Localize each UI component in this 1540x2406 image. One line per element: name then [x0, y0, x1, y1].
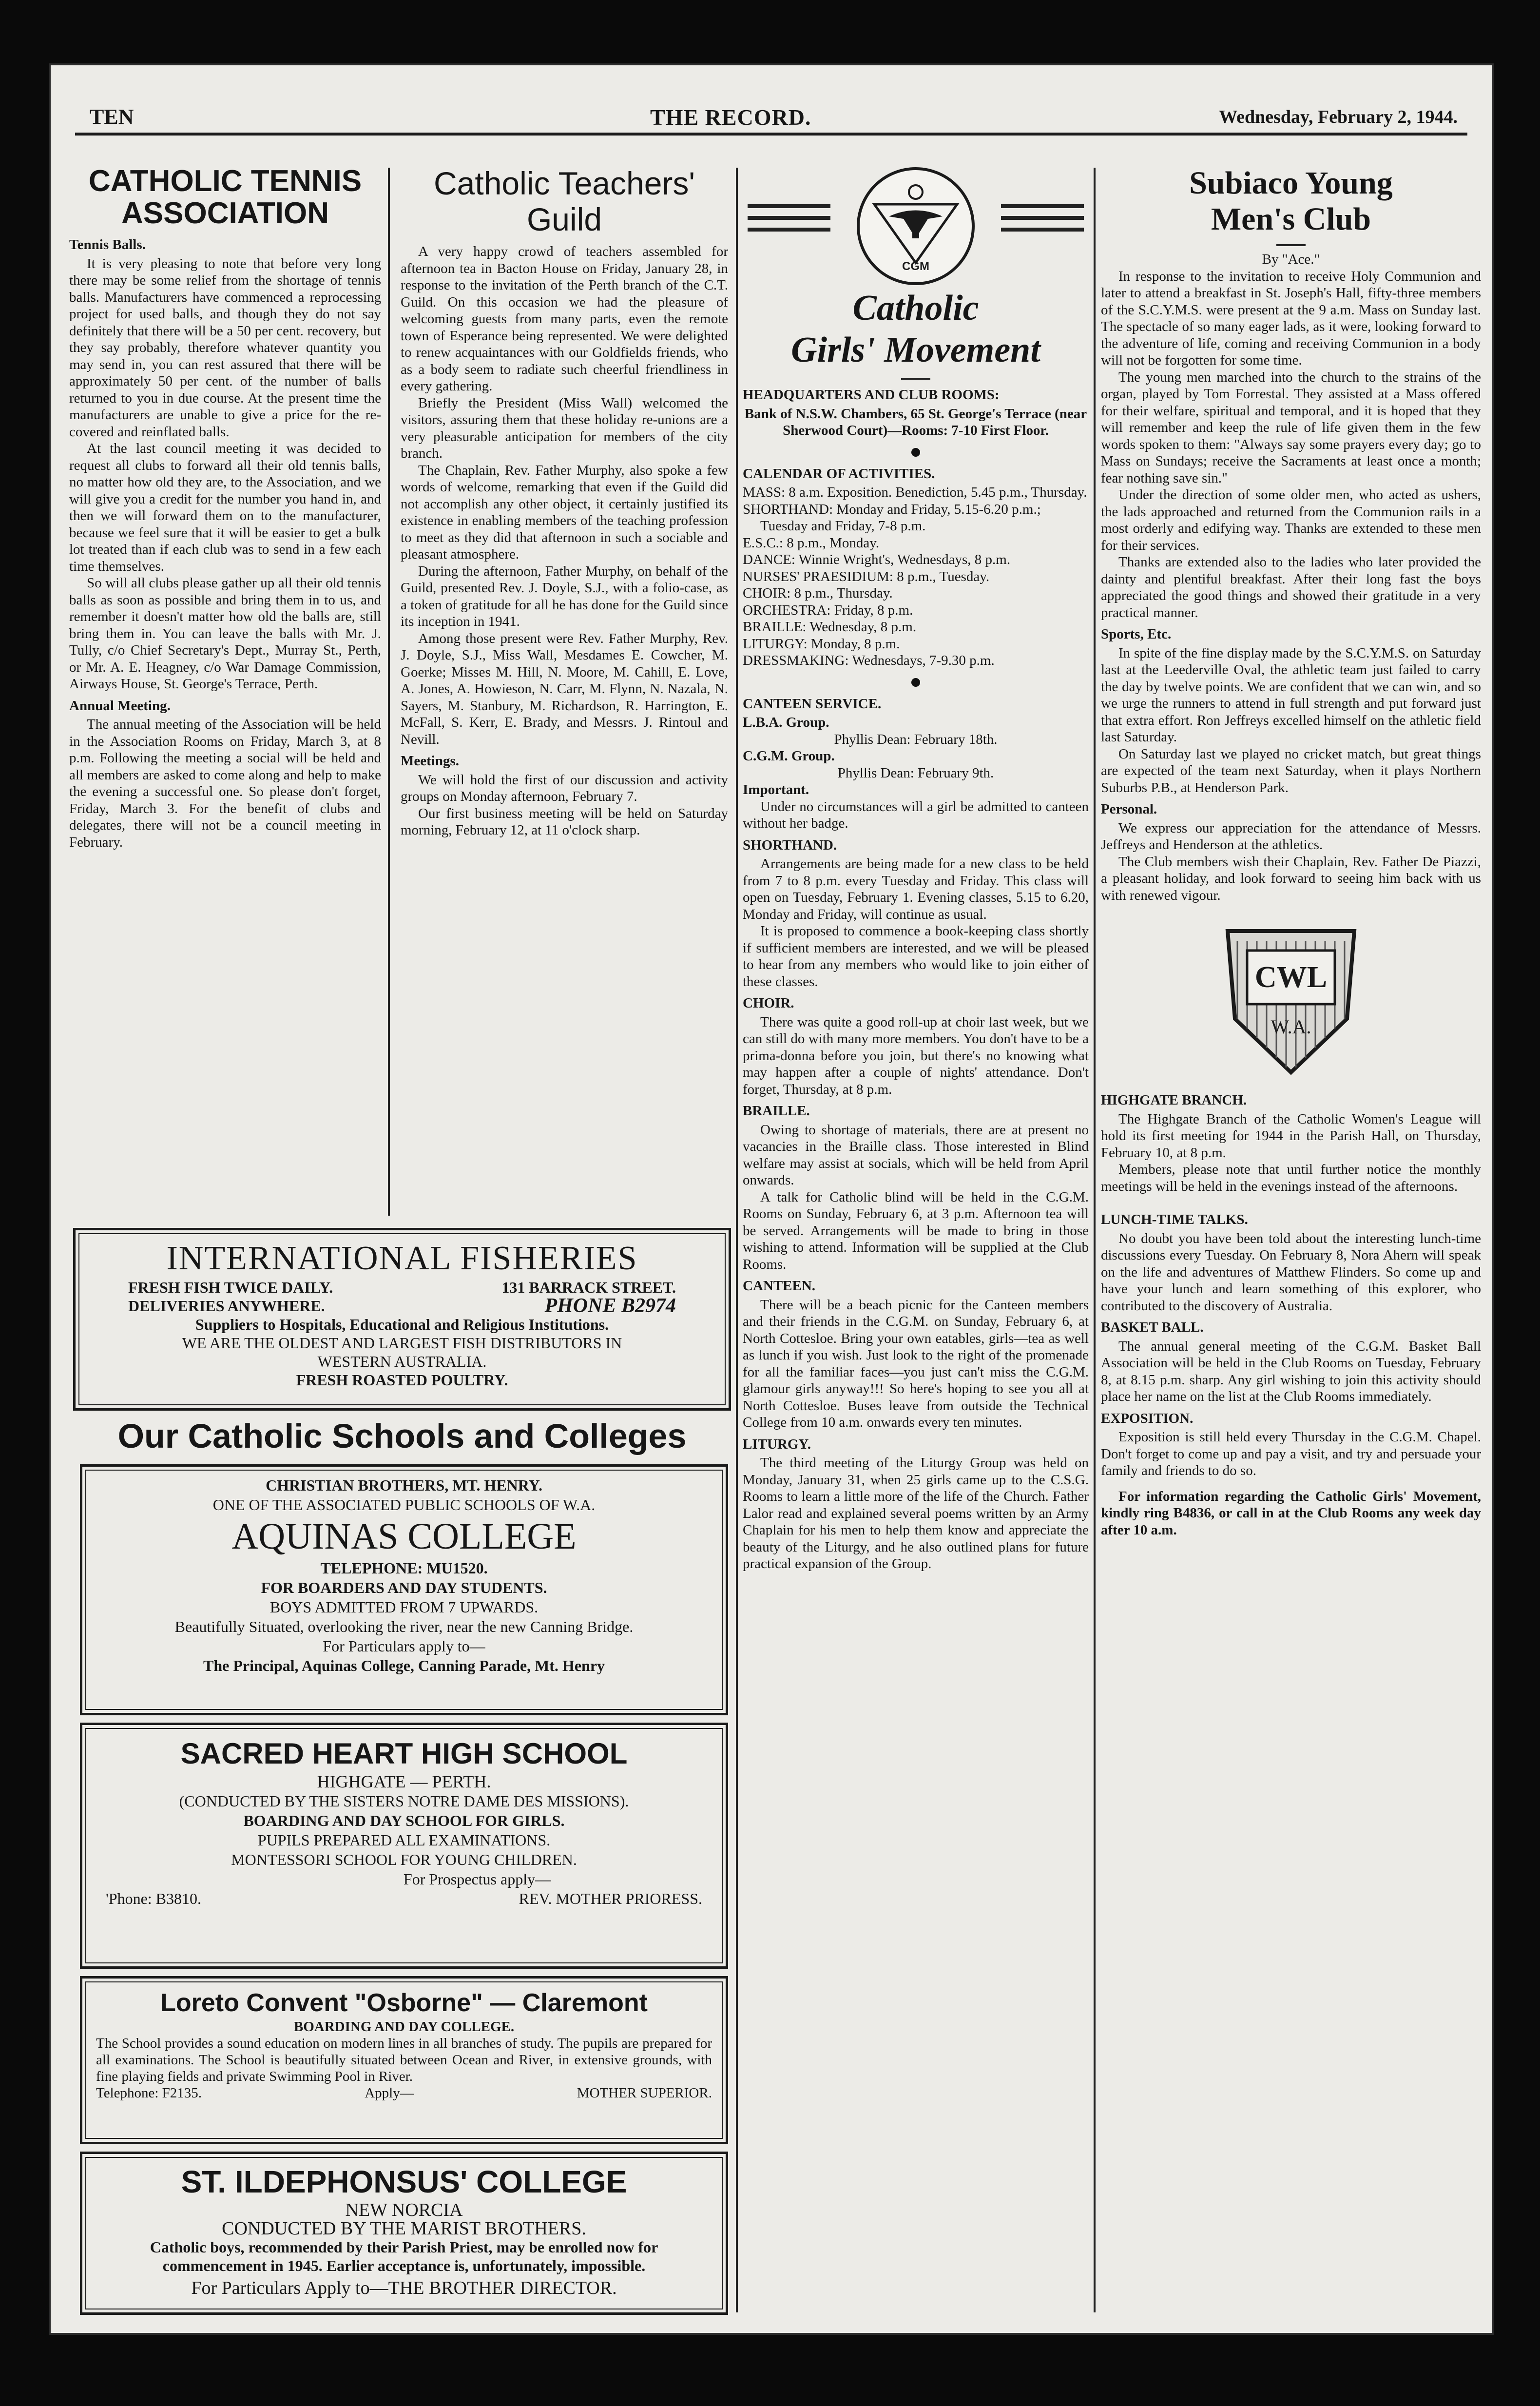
tennis-title-line: CATHOLIC TENNIS — [88, 165, 362, 198]
cgm-subhead: CANTEEN SERVICE. — [743, 696, 882, 712]
fisheries-line: Suppliers to Hospitals, Educational and Religious Institutions. — [195, 1316, 609, 1333]
loreto-contact: MOTHER SUPERIOR. — [577, 2085, 712, 2101]
teachers-title — [401, 165, 728, 237]
cwl-badge-text: W.A. — [1270, 1016, 1311, 1038]
cgm-calendar — [743, 484, 1089, 669]
fisheries-line: DELIVERIES ANYWHERE. — [128, 1297, 325, 1315]
teachers-paragraph: A very happy crowd of teachers assembled for afternoon tea in Bacton House on Friday, January 28, in response to the invitation of the Perth branch of the C.T. Guild. On this occasion we had the pleasure of welcoming guests from many parts, even the remote town of Esperance being represented. We were delighted to renew acquaintances with our Goldfields friends, who as a body seem to radiate such cheerful friendliness in every gathering. — [401, 244, 728, 394]
loreto-phone: Telephone: F2135. — [96, 2085, 202, 2101]
calendar-item: ORCHESTRA: Friday, 8 p.m. — [743, 602, 913, 618]
column-divider — [388, 168, 390, 1216]
subiaco-title-line: Subiaco Young — [1189, 165, 1393, 201]
ildephonsus-line: CONDUCTED BY THE MARIST BROTHERS. — [222, 2218, 586, 2239]
cgm-title-line: Girls' Movement — [791, 330, 1040, 370]
tennis-title — [69, 165, 381, 230]
cgm-title-line: Catholic — [852, 288, 979, 328]
bullet-icon — [911, 678, 920, 687]
fisheries-line: WESTERN AUSTRALIA. — [317, 1353, 487, 1370]
fisheries-phone: PHONE B2974 — [544, 1295, 676, 1317]
divider — [1276, 244, 1306, 246]
subiaco-paragraph: We express our appreciation for the attendance of Messrs. Jeffreys and Henderson at the athletics. — [1101, 820, 1481, 853]
cwl-paragraph: No doubt you have been told about the interesting lunch-time discussions every Tuesday. On February 8, Nora Ahern will speak on the life and adventures of Matthew Flinders. So come up and have your lunch and learn something of this explorer, who contributed to the discovery of Australia. — [1101, 1230, 1481, 1314]
subiaco-subhead: Sports, Etc. — [1101, 626, 1172, 642]
cgm-hq-title: HEADQUARTERS AND CLUB ROOMS: — [743, 387, 1000, 403]
cgm-logo-banner — [743, 165, 1089, 277]
cwl-info: For information regarding the Catholic Girls' Movement, kindly ring B4836, or call in at the Club Rooms any week day after 10 a.m. — [1101, 1488, 1481, 1538]
subiaco-column — [1101, 165, 1481, 2320]
aquinas-ad — [80, 1464, 728, 1715]
sacred-heart-phone: 'Phone: B3810. — [106, 1890, 201, 1907]
teachers-paragraph: Our first business meeting will be held on Saturday morning, February 12, at 11 o'clock sharp. — [401, 805, 728, 838]
subiaco-paragraph: In spite of the fine display made by the S.C.Y.M.S. on Saturday last at the Leederville Oval, the athletic team just failed to carry the day by twelve points. We are confident that we can win, and so we urge the runners to attend in full strength and put forward just that extra effort. Ron Jeffreys excelled himself on the athletic field last Saturday. — [1101, 645, 1481, 745]
aquinas-name: AQUINAS COLLEGE — [231, 1516, 577, 1557]
cgm-subhead: LITURGY. — [743, 1436, 811, 1452]
cgm-text: A talk for Catholic blind will be held in the C.G.M. Rooms on Sunday, February 6, at 3 p.m. Afternoon tea will be served. Arrangements will be made to bring in those wishing to attend. Information will be supplied at the Club Rooms. — [743, 1189, 1089, 1272]
aquinas-line: TELEPHONE: MU1520. — [320, 1559, 488, 1577]
teachers-paragraph: We will hold the first of our discussion and activity groups on Monday afternoon, February 7. — [401, 772, 728, 804]
sacred-heart-line: (CONDUCTED BY THE SISTERS NOTRE DAME DES MISSIONS). — [179, 1792, 629, 1810]
cgm-subhead: SHORTHAND. — [743, 837, 837, 853]
sacred-heart-line: HIGHGATE — PERTH. — [317, 1772, 491, 1791]
ildephonsus-line: NEW NORCIA — [345, 2200, 463, 2220]
calendar-item: NURSES' PRAESIDIUM: 8 p.m., Tuesday. — [743, 568, 990, 584]
cgm-title — [743, 287, 1089, 371]
calendar-item: CHOIR: 8 p.m., Thursday. — [743, 585, 893, 601]
tennis-title-line: ASSOCIATION — [121, 196, 329, 230]
loreto-line: BOARDING AND DAY COLLEGE. — [293, 2019, 515, 2035]
calendar-item: BRAILLE: Wednesday, 8 p.m. — [743, 619, 917, 635]
cgm-subhead: C.G.M. Group. — [743, 748, 835, 764]
sacred-heart-line: For Prospectus apply— — [403, 1870, 551, 1888]
cgm-subhead: CHOIR. — [743, 995, 794, 1011]
loreto-apply: Apply— — [365, 2085, 414, 2101]
calendar-item: DRESSMAKING: Wednesdays, 7-9.30 p.m. — [743, 653, 995, 668]
subiaco-paragraph: The Club members wish their Chaplain, Rev. Father De Piazzi, a pleasant holiday, and look forward to seeing him back with us with renewed vigour. — [1101, 854, 1481, 903]
tennis-paragraph: The annual meeting of the Association will be held in the Association Rooms on Friday, March 3, at 8 p.m. Following the meeting a social will be held and all members are asked to come along and help to make the evening a successful one. So please don't forget, Friday, March 3. For the benefit of clubs and delegates, there will not be a council meeting in February. — [69, 717, 381, 850]
aquinas-line: Beautifully Situated, overlooking the river, near the new Canning Bridge. — [174, 1618, 634, 1635]
newspaper-page — [49, 63, 1494, 2335]
ildephonsus-line: For Particulars Apply to—THE BROTHER DIRECTOR. — [191, 2278, 617, 2298]
ildephonsus-name: ST. ILDEPHONSUS' COLLEGE — [181, 2164, 627, 2199]
teachers-paragraph: Briefly the President (Miss Wall) welcomed the visitors, assuring them that these holiday re-unions are a very pleasurable anticipation for members of the city branch. — [401, 395, 728, 461]
ildephonsus-ad — [80, 2152, 728, 2315]
cwl-badge-icon — [1213, 921, 1369, 1082]
calendar-item: SHORTHAND: Monday and Friday, 5.15-6.20 p.m.; Tuesday and Friday, 7-8 p.m. — [743, 501, 1041, 534]
loreto-name: Loreto Convent "Osborne" — Claremont — [160, 1989, 648, 2017]
cwl-paragraph: The Highgate Branch of the Catholic Women's League will hold its first meeting for 1944 in the Parish Hall, on Thursday, February 10, at 8 p.m. — [1101, 1111, 1481, 1161]
aquinas-line: For Particulars apply to— — [323, 1637, 485, 1655]
paper-title: THE RECORD. — [650, 105, 811, 130]
aquinas-line: FOR BOARDERS AND DAY STUDENTS. — [261, 1579, 547, 1596]
cgm-column — [743, 165, 1089, 2320]
sacred-heart-line: PUPILS PREPARED ALL EXAMINATIONS. — [257, 1831, 551, 1849]
subiaco-paragraph: Under the direction of some older men, who acted as ushers, the lads approached and returned from the Communion rails in a most orderly and edifying way. Thanks are extended to these men for their services. — [1101, 487, 1481, 553]
aquinas-line: ONE OF THE ASSOCIATED PUBLIC SCHOOLS OF W.A. — [212, 1496, 596, 1513]
calendar-item: E.S.C.: 8 p.m., Monday. — [743, 535, 880, 551]
column-divider — [736, 168, 738, 2312]
tennis-paragraph: So will all clubs please gather up all their old tennis balls as soon as possible and bring them in to us, and remember it doesn't matter how old the balls are, still bring them in. You can leave the balls with Mr. J. Tully, c/o Chief Secretary's Dept., Murray St., Perth, or Mr. A. E. Heagney, c/o War Damage Commission, Airways House, St. George's Terrace, Perth. — [69, 575, 381, 692]
sacred-heart-ad — [80, 1723, 728, 1969]
cgm-calendar-title: CALENDAR OF ACTIVITIES. — [743, 466, 935, 482]
fisheries-ad — [73, 1228, 731, 1411]
cgm-text: There was quite a good roll-up at choir last week, but we can still do with many more members. You don't have to be a prima-donna before you join, but there's no knowing what may happen after a couple of nights' attendance. Don't forget, Thursday, at 8 p.m. — [743, 1014, 1089, 1097]
schools-banner: Our Catholic Schools and Colleges — [117, 1417, 687, 1455]
tennis-article — [69, 165, 381, 1218]
page-header — [51, 104, 1492, 143]
bullet-icon — [911, 448, 920, 457]
aquinas-line: BOYS ADMITTED FROM 7 UPWARDS. — [270, 1598, 539, 1616]
fisheries-line: WE ARE THE OLDEST AND LARGEST FISH DISTRIBUTORS IN — [182, 1334, 622, 1352]
calendar-item: LITURGY: Monday, 8 p.m. — [743, 636, 900, 652]
cgm-subhead: CANTEEN. — [743, 1278, 816, 1294]
subiaco-paragraph: Thanks are extended also to the ladies who later provided the dainty and plentiful breakfast. After their long fast the boys appreciated the good things and showed their gratitude in a very practical manner. — [1101, 554, 1481, 621]
fisheries-address: 131 BARRACK STREET. — [501, 1279, 676, 1296]
loreto-description: The School provides a sound education on modern lines in all branches of study. The pupils are prepared for all examinations. The School is beautifully situated between Ocean and River, in extensive grounds, with fine playing fields and private Swimming Pool in River. — [96, 2036, 712, 2084]
cgm-text: The third meeting of the Liturgy Group was held on Monday, January 31, when 25 girls came up to the C.S.G. Rooms to learn a little more of the life of the Church. Father Lalor read and explained several poems written by an Army Chaplain for his men to help them know and appreciate the beauty of the Liturgy, and he also outlined plans for future practical expansion of the Group. — [743, 1455, 1089, 1572]
cgm-text: There will be a beach picnic for the Canteen members and their friends in the C.G.M. on Sunday, February 6, at North Cottesloe. Bring your own eatables, girls—tea as well as lunch if you wish. Just look to the right of the promenade for all the familiar faces—you just can't miss the C.G.M. glamour girls anyway!!! So here's hoping to see you all at North Cottesloe. Buses leave from outside the Technical College from 10 a.m. onwards every ten minutes. — [743, 1297, 1089, 1430]
calendar-item: DANCE: Winnie Wright's, Wednesdays, 8 p.m. — [743, 552, 1011, 567]
teachers-title-line: Guild — [526, 201, 602, 237]
cwl-subhead: EXPOSITION. — [1101, 1410, 1194, 1426]
fisheries-line: FRESH FISH TWICE DAILY. — [128, 1279, 333, 1296]
header-rule — [75, 133, 1467, 136]
teachers-article — [401, 165, 728, 1218]
cgm-text: Owing to shortage of materials, there are at present no vacancies in the Braille class. Those interested in Blind welfare may assist at socials, which will be held from April onwards. — [743, 1122, 1089, 1188]
sacred-heart-name: SACRED HEART HIGH SCHOOL — [180, 1737, 628, 1770]
tennis-paragraph: It is very pleasing to note that before very long there may be some relief from the shortage of tennis balls. Manufacturers have commenced a reprocessing project for used balls, and though they do not say definitely that there will be a 50 per cent. recovery, but they say probably, therefore whatever quantity you may send in, you can rest assured that there will be approximately 50 per cent. of the number of balls returned to you in due course. At the present time the manufacturers are unable to give a price for the re-covered and reinflated balls. — [69, 255, 381, 440]
subiaco-title — [1101, 165, 1481, 237]
subiaco-byline: By "Ace." — [1262, 252, 1320, 267]
calendar-item: MASS: 8 a.m. Exposition. Benediction, 5.45 p.m., Thursday. — [743, 485, 1087, 500]
cgm-text: Phyllis Dean: February 9th. — [837, 765, 994, 781]
sacred-heart-line: BOARDING AND DAY SCHOOL FOR GIRLS. — [243, 1812, 565, 1829]
subiaco-paragraph: On Saturday last we played no cricket match, but great things are expected of the team next Saturday, when it plays Northern Suburbs P.B., at Henderson Park. — [1101, 746, 1481, 796]
cgm-subhead: L.B.A. Group. — [743, 715, 829, 730]
fisheries-line: FRESH ROASTED POULTRY. — [296, 1371, 508, 1389]
subiaco-subhead: Personal. — [1101, 801, 1157, 817]
cwl-badge-text: CWL — [1254, 961, 1328, 994]
cgm-address: Bank of N.S.W. Chambers, 65 St. George's Terrace (near Sherwood Court)—Rooms: 7-10 First Floor. — [744, 406, 1087, 438]
cwl-paragraph: The annual general meeting of the C.G.M. Basket Ball Association will be held in the Club Rooms on Tuesday, February 8, at 8.15 p.m. sharp. Any girl wishing to join this activity should place her name on the list at the Club Rooms immediately. — [1101, 1338, 1481, 1404]
fisheries-name: INTERNATIONAL FISHERIES — [166, 1240, 638, 1277]
tennis-subhead: Tennis Balls. — [69, 237, 146, 252]
cgm-text: Arrangements are being made for a new class to be held from 7 to 8 p.m. every Tuesday and Friday. This class will open on Tuesday, February 1. Evening classes, 5.15 to 6.20, Monday and Friday, will continue as usual. — [743, 856, 1089, 922]
cgm-subhead: BRAILLE. — [743, 1103, 810, 1119]
cgm-emblem-icon — [855, 165, 977, 287]
subiaco-paragraph: In response to the invitation to receive Holy Communion and later to attend a breakfast in St. Joseph's Hall, fifty-three members of the S.C.Y.M.S. were present at the 9 a.m. Mass on Sunday last. The spectacle of so many eager lads, as it were, looking forward to the adventure of life, coming and receiving Communion in a body will not be forgotten for some time. — [1101, 268, 1481, 368]
issue-date: Wednesday, February 2, 1944. — [1219, 107, 1458, 127]
teachers-paragraph: Among those present were Rev. Father Murphy, Rev. J. Doyle, S.J., Miss Wall, Mesdames E. Cowcher, M. Goerke; Misses M. Hill, N. Moore, M. Cahill, E. Love, A. Jones, A. Howieson, N. Carr, M. Flynn, N. Nazala, N. Sayers, M. Stanbury, M. Richardson, R. Harrington, E. McFall, S. Kerr, E. Brady, and Messrs. J. Rintoul and Nevill. — [401, 630, 728, 747]
cwl-subhead: BASKET BALL. — [1101, 1319, 1204, 1335]
sacred-heart-line: MONTESSORI SCHOOL FOR YOUNG CHILDREN. — [231, 1851, 577, 1868]
teachers-subhead: Meetings. — [401, 753, 459, 769]
cwl-paragraph: Exposition is still held every Thursday in the C.G.M. Chapel. Don't forget to come up and pay a visit, and try and persuade your family and friends to do so. — [1101, 1429, 1481, 1478]
teachers-paragraph: The Chaplain, Rev. Father Murphy, also spoke a few words of welcome, remarking that even if the Guild did not accomplish any other object, it certainly justified its existence in enabling members of the teaching profession to meet as they did that afternoon in such a sociable and pleasant atmosphere. — [401, 462, 728, 562]
sacred-heart-contact: REV. MOTHER PRIORESS. — [519, 1890, 702, 1907]
teachers-paragraph: During the afternoon, Father Murphy, on behalf of the Guild, presented Rev. J. Doyle, S.J., with a folio-case, as a token of gratitude for all he has done for the Guild since its inception in 1941. — [401, 563, 728, 629]
cgm-text: Phyllis Dean: February 18th. — [834, 731, 998, 747]
divider — [901, 378, 930, 380]
cwl-subhead: LUNCH-TIME TALKS. — [1101, 1212, 1248, 1227]
cgm-subhead: Important. — [743, 782, 809, 797]
ildephonsus-line: Catholic boys, recommended by their Parish Priest, may be enrolled now for commencement in 1945. Earlier acceptance is, unfortunately, impossible. — [150, 2238, 658, 2274]
subiaco-title-line: Men's Club — [1211, 201, 1371, 237]
teachers-title-line: Catholic Teachers' — [434, 165, 695, 201]
page-number: TEN — [90, 105, 134, 129]
cgm-logo-text: CGM — [902, 260, 929, 273]
column-divider — [1094, 168, 1096, 2312]
cgm-text: It is proposed to commence a book-keeping class shortly if sufficient members are interested, and we will be pleased to hear from any members who would like to join either of these classes. — [743, 923, 1089, 990]
cgm-text: Under no circumstances will a girl be admitted to canteen without her badge. — [743, 798, 1089, 831]
aquinas-line: CHRISTIAN BROTHERS, MT. HENRY. — [266, 1476, 542, 1494]
tennis-paragraph: At the last council meeting it was decided to request all clubs to forward all their old tennis balls, no matter how old they are, to the Association, and we will give you a credit for the number you hand in, and then we will forward them on to the manufacturer, because we feel sure that it will be easier to get a bulk lot treated than if each club was to send in a few each time themselves. — [69, 441, 381, 574]
cwl-paragraph: Members, please note that until further notice the monthly meetings will be held in the evenings instead of the afternoons. — [1101, 1162, 1481, 1194]
loreto-ad — [80, 1976, 728, 2144]
aquinas-line: The Principal, Aquinas College, Canning Parade, Mt. Henry — [203, 1657, 605, 1674]
tennis-subhead: Annual Meeting. — [69, 698, 171, 714]
cwl-subhead: HIGHGATE BRANCH. — [1101, 1092, 1247, 1108]
subiaco-paragraph: The young men marched into the church to the strains of the organ, played by Tom Forrestal. They assisted at a Mass offered for their welfare, spiritual and temporal, and it is hoped that they will remember and keep the rule of life given them in the few words spoken to them: "Always say some prayers every day; go to Mass on Sundays; receive the Sacraments at least once a month; fear nothing save sin." — [1101, 369, 1481, 486]
